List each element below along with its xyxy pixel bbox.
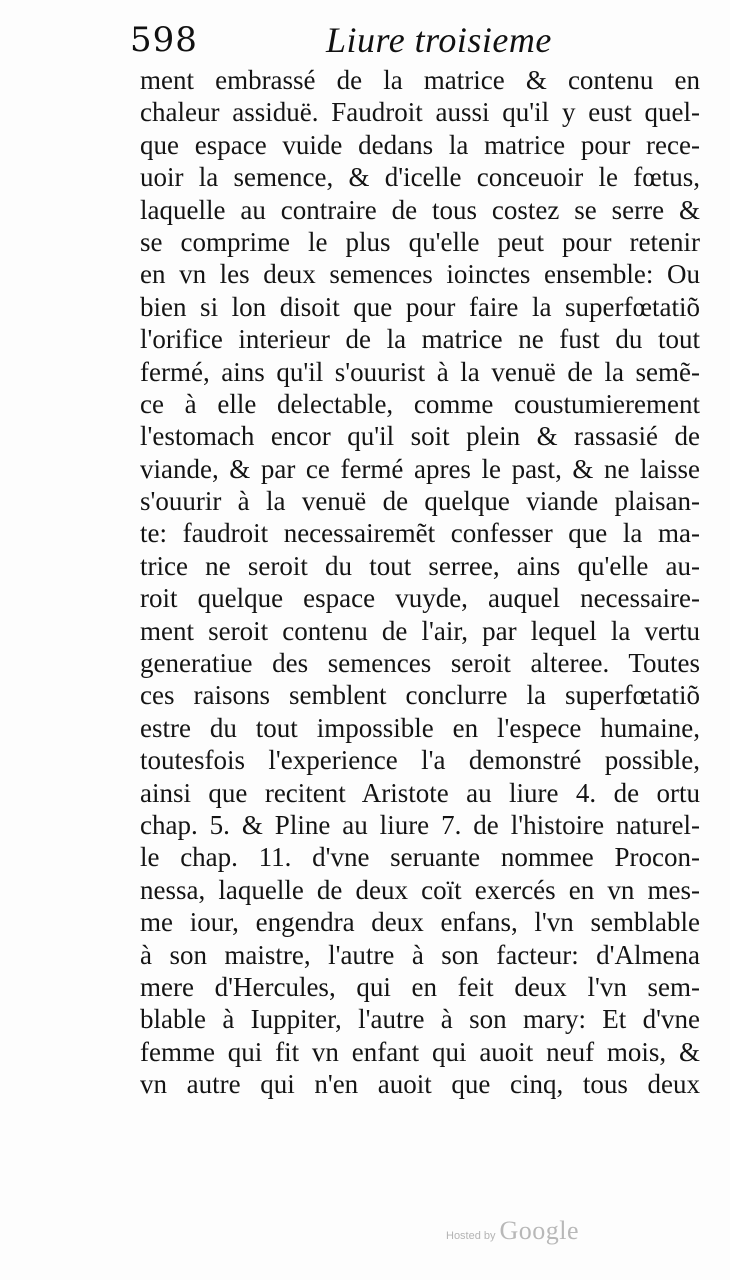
text-line: generatiue des semences seroit alteree. Toutes — [140, 648, 700, 679]
page-header — [130, 14, 690, 66]
text-line: l'estomach encor qu'il soit plein & rassasié de — [140, 421, 700, 452]
text-line: chaleur assiduë. Faudroit aussi qu'il y eust quel- — [140, 97, 700, 128]
text-line: roit quelque espace vuyde, auquel necessaire- — [140, 583, 700, 614]
text-line: te: faudroit necessairemẽt confesser que la ma- — [140, 518, 700, 549]
text-line: ces raisons semblent conclurre la superfœtatiõ — [140, 680, 700, 711]
text-line: s'ouurir à la venuë de quelque viande plaisan- — [140, 486, 700, 517]
hosted-by-google-watermark — [446, 1216, 579, 1250]
body-text — [140, 64, 700, 1101]
text-line: mere d'Hercules, qui en feit deux l'vn sem- — [140, 971, 700, 1002]
text-line: laquelle au contraire de tous costez se serre & — [140, 194, 700, 225]
text-line: femme qui fit vn enfant qui auoit neuf mois, & — [140, 1036, 700, 1067]
text-line: l'orifice interieur de la matrice ne fust du tout — [140, 324, 700, 355]
text-line: en vn les deux semences ioinctes ensemble: Ou — [140, 259, 700, 290]
text-line: ment seroit contenu de l'air, par lequel la vertu — [140, 615, 700, 646]
text-line: me iour, engendra deux enfans, l'vn semblable — [140, 907, 700, 938]
text-line: estre du tout impossible en l'espece humaine, — [140, 712, 700, 743]
text-line: le chap. 11. d'vne seruante nommee Procon- — [140, 842, 700, 873]
text-line: fermé, ains qu'il s'ouurist à la venuë de la semẽ- — [140, 356, 700, 387]
text-line: à son maistre, l'autre à son facteur: d'Almena — [140, 939, 700, 970]
google-logo: Google — [499, 1216, 580, 1245]
text-line: toutesfois l'experience l'a demonstré possible, — [140, 745, 700, 776]
text-line: ment embrassé de la matrice & contenu en — [140, 65, 700, 95]
text-line: viande, & par ce fermé apres le past, & ne laisse — [140, 453, 700, 484]
text-line: blable à Iuppiter, l'autre à son mary: Et d'vne — [140, 1004, 700, 1035]
text-line: nessa, laquelle de deux coït exercés en vn mes- — [140, 874, 700, 905]
text-line: vn autre qui n'en auoit que cinq, tous deux — [140, 1069, 700, 1100]
running-title: Liure troisieme — [326, 20, 552, 60]
text-line: trice ne seroit du tout serree, ains qu'elle au- — [140, 550, 700, 581]
page-number: 598 — [130, 20, 198, 60]
text-line: ce à elle delectable, comme coustumierement — [140, 388, 700, 419]
text-line: ainsi que recitent Aristote au liure 4. de ortu — [140, 777, 700, 808]
hosted-by-label: Hosted by — [446, 1230, 496, 1242]
text-line: bien si lon disoit que pour faire la superfœtatiõ — [140, 291, 700, 322]
text-line: se comprime le plus qu'elle peut pour retenir — [140, 226, 700, 257]
text-line: uoir la semence, & d'icelle conceuoir le fœtus, — [140, 162, 700, 193]
text-line: chap. 5. & Pline au liure 7. de l'histoire naturel- — [140, 809, 700, 840]
text-line: que espace vuide dedans la matrice pour rece- — [140, 129, 700, 160]
